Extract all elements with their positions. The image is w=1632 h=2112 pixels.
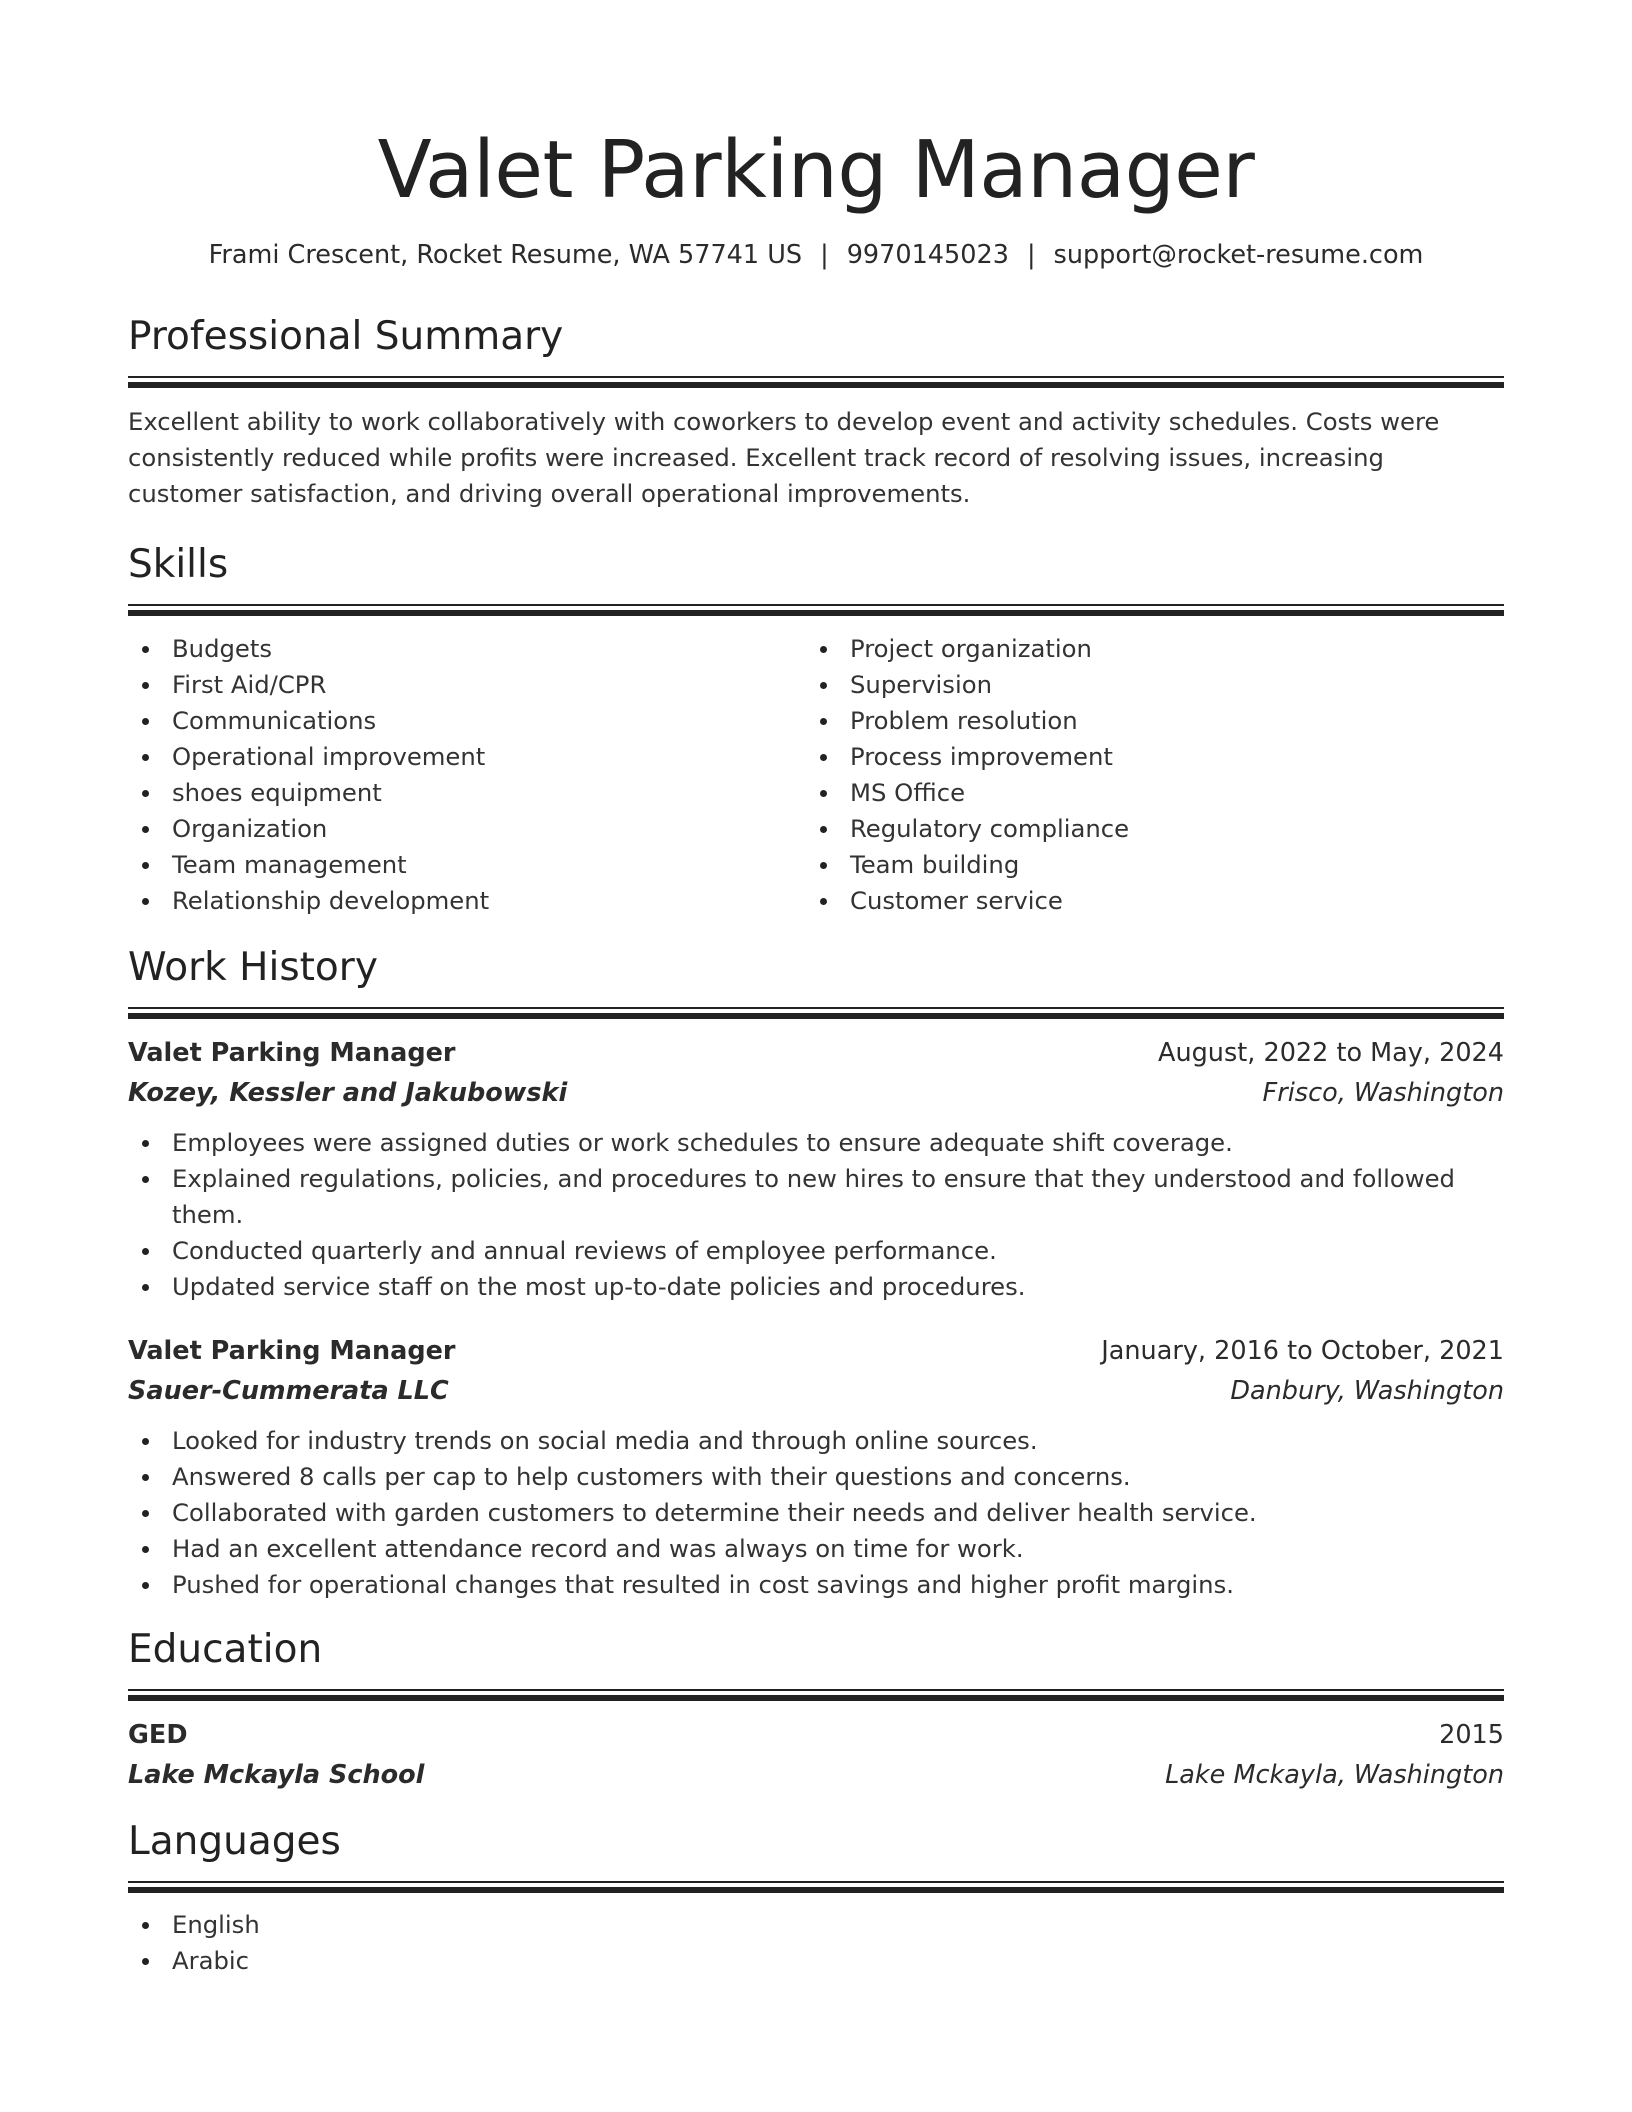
job-bullets — [128, 1125, 1504, 1305]
skill-item: Organization — [128, 811, 806, 847]
education-entry — [128, 1715, 1504, 1795]
school-name: Lake Mckayla School — [128, 1760, 425, 1790]
skill-item: MS Office — [806, 775, 1484, 811]
skill-item: Process improvement — [806, 739, 1484, 775]
skills-list-left — [128, 631, 806, 919]
contact-separator: | — [820, 240, 829, 270]
job-entry — [128, 1331, 1504, 1603]
candidate-name: Valet Parking Manager — [377, 124, 1255, 216]
job-bullet: Pushed for operational changes that resulted in cost savings and higher profit margins. — [128, 1567, 1504, 1603]
job-bullets — [128, 1423, 1504, 1603]
languages-list — [128, 1907, 1504, 1979]
phone: 9970145023 — [846, 240, 1009, 270]
section-title-work: Work History — [128, 945, 378, 990]
resume-page — [128, 0, 1504, 1979]
section-divider — [128, 604, 1504, 614]
graduation-year: 2015 — [1439, 1720, 1504, 1750]
skills-section — [128, 540, 1504, 919]
work-history-section — [128, 943, 1504, 1603]
section-title-skills: Skills — [128, 542, 229, 587]
skill-item: Team management — [128, 847, 806, 883]
job-bullet: Had an excellent attendance record and was always on time for work. — [128, 1531, 1504, 1567]
job-bullet: Answered 8 calls per cap to help customers with their questions and concerns. — [128, 1459, 1504, 1495]
skill-item: Problem resolution — [806, 703, 1484, 739]
skill-item: Regulatory compliance — [806, 811, 1484, 847]
job-bullet: Collaborated with garden customers to determine their needs and deliver health service. — [128, 1495, 1504, 1531]
section-title-education: Education — [128, 1627, 323, 1672]
education-subheader — [128, 1755, 1504, 1795]
section-title-summary: Professional Summary — [128, 314, 564, 359]
company-name: Kozey, Kessler and Jakubowski — [128, 1078, 568, 1108]
skill-item: Budgets — [128, 631, 806, 667]
job-location: Frisco, Washington — [1262, 1078, 1504, 1108]
job-bullet: Looked for industry trends on social media and through online sources. — [128, 1423, 1504, 1459]
section-divider — [128, 1881, 1504, 1891]
job-bullet: Employees were assigned duties or work schedules to ensure adequate shift coverage. — [128, 1125, 1504, 1161]
job-dates: January, 2016 to October, 2021 — [1101, 1336, 1504, 1366]
company-name: Sauer-Cummerata LLC — [128, 1376, 449, 1406]
skill-item: Supervision — [806, 667, 1484, 703]
job-subheader — [128, 1371, 1504, 1411]
job-title: Valet Parking Manager — [128, 1038, 456, 1068]
summary-section — [128, 312, 1504, 512]
languages-section — [128, 1817, 1504, 1979]
job-bullet: Updated service staff on the most up-to-date policies and procedures. — [128, 1269, 1504, 1305]
language-item: English — [128, 1907, 1504, 1943]
skill-item: Relationship development — [128, 883, 806, 919]
job-dates: August, 2022 to May, 2024 — [1158, 1038, 1504, 1068]
skill-item: Operational improvement — [128, 739, 806, 775]
section-divider — [128, 376, 1504, 386]
education-section — [128, 1625, 1504, 1795]
address: Frami Crescent, Rocket Resume, WA 57741 US — [208, 240, 803, 270]
job-bullet: Explained regulations, policies, and procedures to new hires to ensure that they understood and followed them. — [128, 1161, 1504, 1233]
skills-list-right — [806, 631, 1484, 919]
job-entry — [128, 1033, 1504, 1305]
summary-text: Excellent ability to work collaboratively with coworkers to develop event and activity schedules. Costs were consistently reduced while profits were increased. Excellent track record of resolving issues, increasing customer satisfaction, and driving overall operational improvements. — [128, 407, 1440, 508]
skill-item: shoes equipment — [128, 775, 806, 811]
section-title-languages: Languages — [128, 1819, 341, 1864]
job-location: Danbury, Washington — [1230, 1376, 1504, 1406]
section-divider — [128, 1689, 1504, 1699]
contact-line — [128, 238, 1504, 272]
skill-item: Customer service — [806, 883, 1484, 919]
skill-item: First Aid/CPR — [128, 667, 806, 703]
job-header — [128, 1033, 1504, 1073]
contact-separator: | — [1026, 240, 1036, 270]
education-header — [128, 1715, 1504, 1755]
job-subheader — [128, 1073, 1504, 1113]
degree: GED — [128, 1720, 188, 1750]
job-header — [128, 1331, 1504, 1371]
job-title: Valet Parking Manager — [128, 1336, 456, 1366]
skill-item: Team building — [806, 847, 1484, 883]
email-link[interactable]: support@rocket-resume.com — [1053, 240, 1424, 270]
section-divider — [128, 1007, 1504, 1017]
skills-columns — [128, 631, 1504, 919]
skill-item: Project organization — [806, 631, 1484, 667]
language-item: Arabic — [128, 1943, 1504, 1979]
job-bullet: Conducted quarterly and annual reviews of employee performance. — [128, 1233, 1504, 1269]
school-location: Lake Mckayla, Washington — [1165, 1760, 1504, 1790]
skill-item: Communications — [128, 703, 806, 739]
